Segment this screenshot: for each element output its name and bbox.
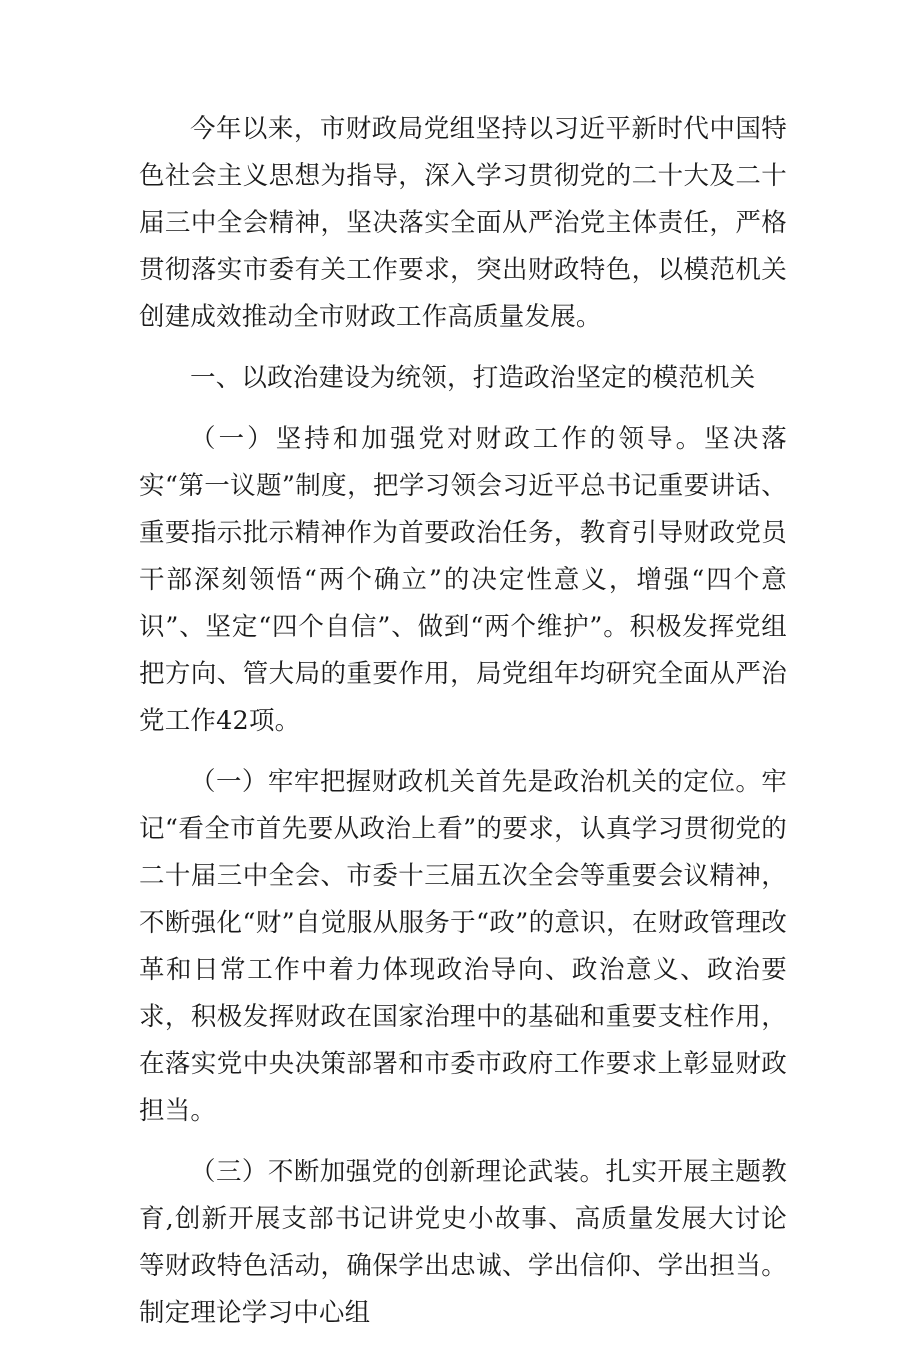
- document-body: [139, 106, 787, 1351]
- intro-paragraph: 今年以来，市财政局党组坚持以习近平新时代中国特色社会主义思想为指导，深入学习贯彻党的二十大及二十届三中全会精神，坚决落实全面从严治党主体责任，严格贯彻落实市委有关工作要求，突出财政特色，以模范机关创建成效推动全市财政工作高质量发展。: [139, 114, 787, 332]
- paragraph-item-1: （一）坚持和加强党对财政工作的领导。坚决落实“第一议题”制度，把学习领会习近平总书记重要讲话、重要指示批示精神作为首要政治任务，教育引导财政党员干部深刻领悟“两个确立”的决定性意义，增强“四个意识”、坚定“四个自信”、做到“两个维护”。积极发挥党组把方向、管大局的重要作用，局党组年均研究全面从严治党工作42项。: [139, 424, 787, 736]
- paragraph-item-2: （一）牢牢把握财政机关首先是政治机关的定位。牢记“看全市首先要从政治上看”的要求，认真学习贯彻党的二十届三中全会、市委十三届五次全会等重要会议精神，不断强化“财”自觉服从服务于“政”的意识，在财政管理改革和日常工作中着力体现政治导向、政治意义、政治要求，积极发挥财政在国家治理中的基础和重要支柱作用，在落实党中央决策部署和市委市政府工作要求上彰显财政担当。: [139, 767, 787, 1126]
- paragraph-item-3: （三）不断加强党的创新理论武装。扎实开展主题教育,创新开展支部书记讲党史小故事、高质量发展大讨论等财政特色活动，确保学出忠诚、学出信仰、学出担当。制定理论学习中心组: [139, 1157, 787, 1328]
- section-heading: 一、以政治建设为统领，打造政治坚定的模范机关: [190, 363, 756, 393]
